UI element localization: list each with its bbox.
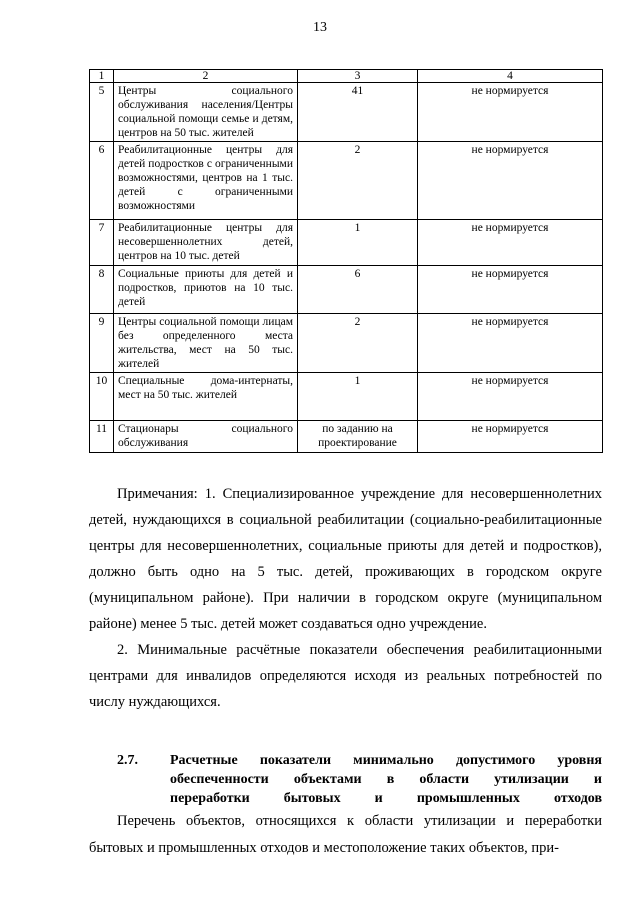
norms-table — [89, 69, 603, 453]
note-1: Примечания: 1. Специализированное учреждение для несовершеннолетних детей, нуждающихся в социальной реабилитации (социально-реабилитационные центры для несовершеннолетних, социальные приюты для детей и подростков), должно быть одно на 5 тыс. детей, проживающих в городском округе (муниципальном районе). При наличии в городском округе (муниципальном районе) менее 5 тыс. детей может создаваться одно учреждение. — [89, 486, 602, 632]
table-header-row — [90, 70, 603, 83]
row-norm: не нормируется — [418, 220, 603, 266]
notes-block — [89, 481, 602, 715]
row-name: Реабилитационные центры для детей подростков с ограниченными возможностями, центров на 1 тыс. детей с ограниченными возможностями — [114, 142, 298, 220]
row-name: Центры социального обслуживания населения/Центры социальной помощи семье и детям, центров на 50 тыс. жителей — [114, 83, 298, 142]
row-name: Реабилитационные центры для несовершеннолетних детей, центров на 10 тыс. детей — [114, 220, 298, 266]
row-value: 41 — [298, 83, 418, 142]
row-norm: не нормируется — [418, 373, 603, 421]
row-number: 10 — [90, 373, 114, 421]
header-col-4: 4 — [418, 70, 603, 83]
page-number: 13 — [313, 20, 327, 35]
row-name: Стационары социального обслуживания — [114, 421, 298, 453]
section-title-line-3: переработки бытовых и промышленных отходов — [170, 791, 602, 806]
row-norm: не нормируется — [418, 83, 603, 142]
row-number: 5 — [90, 83, 114, 142]
section-title-line-2: обеспеченности объектами в области утилизации и — [170, 772, 602, 787]
header-col-3: 3 — [298, 70, 418, 83]
row-name: Специальные дома-интернаты, мест на 50 тыс. жителей — [114, 373, 298, 421]
table-row — [90, 373, 603, 421]
section-title-line-1: Расчетные показатели минимально допустимого уровня — [170, 753, 602, 768]
note-2: 2. Минимальные расчётные показатели обеспечения реабилитационными центрами для инвалидов определяются исходя из реальных потребностей по числу нуждающихся. — [89, 642, 602, 710]
section-heading — [117, 751, 602, 808]
table-row — [90, 83, 603, 142]
row-number: 6 — [90, 142, 114, 220]
body-paragraph — [89, 808, 602, 862]
table-row — [90, 266, 603, 314]
row-norm: не нормируется — [418, 314, 603, 373]
row-number: 8 — [90, 266, 114, 314]
row-name: Центры социальной помощи лицам без определенного места жительства, мест на 50 тыс. жителей — [114, 314, 298, 373]
row-value: 2 — [298, 142, 418, 220]
table-row — [90, 220, 603, 266]
row-number: 11 — [90, 421, 114, 453]
header-col-1: 1 — [90, 70, 114, 83]
row-value: 1 — [298, 373, 418, 421]
row-norm: не нормируется — [418, 142, 603, 220]
section-number: 2.7. — [117, 753, 138, 768]
table-row — [90, 421, 603, 453]
row-norm: не нормируется — [418, 266, 603, 314]
row-value: 1 — [298, 220, 418, 266]
table-row — [90, 314, 603, 373]
row-name: Социальные приюты для детей и подростков, приютов на 10 тыс. детей — [114, 266, 298, 314]
row-value: 6 — [298, 266, 418, 314]
row-value: по заданию на проектирование — [298, 421, 418, 453]
header-col-2: 2 — [114, 70, 298, 83]
row-norm: не нормируется — [418, 421, 603, 453]
row-number: 7 — [90, 220, 114, 266]
row-number: 9 — [90, 314, 114, 373]
row-value: 2 — [298, 314, 418, 373]
table-row — [90, 142, 603, 220]
body-text: Перечень объектов, относящихся к области утилизации и переработки бытовых и промышленных отходов и местоположение таких объектов, при- — [89, 813, 602, 856]
